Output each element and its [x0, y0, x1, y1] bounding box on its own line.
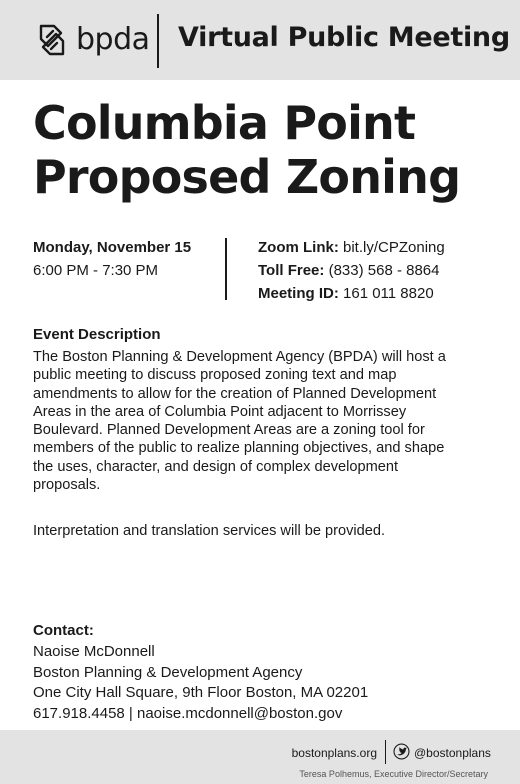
- zoom-row: [258, 236, 445, 259]
- header-title: Virtual Public Meeting: [178, 22, 510, 53]
- event-description-line: Boulevard. Planned Development Areas are a zoning tool for: [33, 422, 425, 439]
- tollfree-number: (833) 568 - 8864: [328, 262, 440, 279]
- contact-block: [33, 642, 368, 724]
- event-description-line: proposals.: [33, 477, 101, 494]
- meeting-id-row: [258, 282, 445, 305]
- tollfree-label: Toll Free:: [258, 262, 325, 279]
- zoom-label: Zoom Link:: [258, 239, 339, 256]
- footer-credit: Teresa Polhemus, Executive Director/Secretary: [299, 769, 488, 779]
- footer-website-link[interactable]: bostonplans.org: [291, 746, 377, 760]
- contact-heading: Contact:: [33, 622, 94, 639]
- event-description-body: [33, 348, 495, 494]
- info-divider: [225, 238, 227, 300]
- contact-name: Naoise McDonnell: [33, 643, 155, 660]
- contact-phone-email[interactable]: 617.918.4458 | naoise.mcdonnell@boston.gov: [33, 704, 343, 722]
- footer-social-handle[interactable]: @bostonplans: [414, 746, 491, 760]
- footer-divider: [385, 740, 386, 764]
- zoom-link[interactable]: bit.ly/CPZoning: [343, 239, 445, 256]
- logo-wordmark: bpda: [76, 22, 150, 57]
- contact-address: One City Hall Square, 9th Floor Boston, MA 02201: [33, 684, 369, 701]
- access-block: [258, 236, 445, 305]
- event-description-line: members of the public to realize planning objectives, and shape: [33, 440, 445, 457]
- meeting-id-label: Meeting ID:: [258, 285, 339, 302]
- page-title-line-2: Proposed Zoning: [33, 150, 461, 204]
- event-description-line: Areas in the area of Columbia Point adjacent to Morrissey: [33, 403, 407, 420]
- meeting-id-value: 161 011 8820: [343, 285, 434, 302]
- tollfree-row: [258, 259, 445, 282]
- header-divider: [157, 14, 159, 68]
- event-description-line: amendments to allow for the creation of Planned Development: [33, 385, 437, 402]
- interpretation-note: Interpretation and translation services will be provided.: [33, 523, 386, 539]
- event-description-line: the uses, character, and design of complex development: [33, 458, 399, 475]
- event-description-line: The Boston Planning & Development Agency (BPDA) will host a: [33, 349, 446, 365]
- page-title: [33, 96, 503, 204]
- twitter-icon: [393, 743, 410, 760]
- bpda-logo-icon: [32, 20, 72, 60]
- page-title-line-1: Columbia Point: [33, 96, 416, 150]
- event-description-heading: Event Description: [33, 326, 161, 343]
- schedule-block: [33, 236, 191, 282]
- contact-org: Boston Planning & Development Agency: [33, 663, 303, 681]
- meeting-date: Monday, November 15: [33, 239, 192, 256]
- meeting-time: 6:00 PM - 7:30 PM: [33, 262, 159, 279]
- event-description-line: public meeting to discuss proposed zoning text and map: [33, 367, 397, 384]
